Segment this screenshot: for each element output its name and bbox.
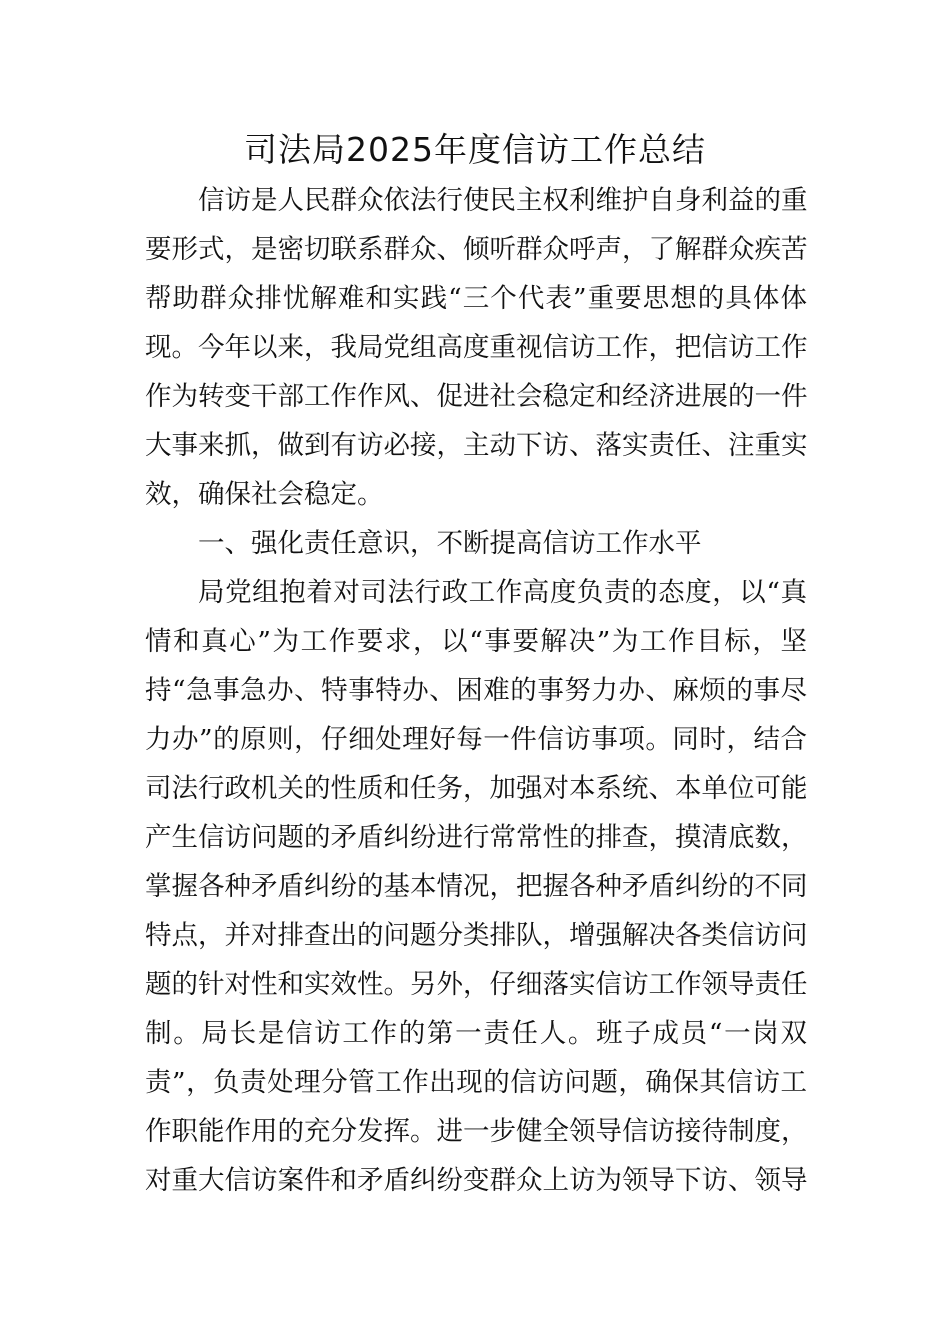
paragraph-3-line-3: 持“急事急办、特事特办、困难的事努力办、麻烦的事尽 xyxy=(145,675,807,706)
paragraph-3-line-8: 特点，并对排查出的问题分类排队，增强解决各类信访问 xyxy=(145,920,807,951)
paragraph-3-line-12: 作职能作用的充分发挥。进一步健全领导信访接待制度， xyxy=(145,1116,807,1147)
paragraph-3-line-6: 产生信访问题的矛盾纠纷进行常常性的排查，摸清底数， xyxy=(145,822,807,853)
paragraph-3-line-4: 力办”的原则，仔细处理好每一件信访事项。同时，结合 xyxy=(145,724,807,755)
paragraph-3-line-2: 情和真心”为工作要求，以“事要解决”为工作目标，坚 xyxy=(145,626,807,657)
paragraph-3-line-13: 对重大信访案件和矛盾纠纷变群众上访为领导下访、领导 xyxy=(145,1165,807,1196)
paragraph-3-line-1: 局党组抱着对司法行政工作高度负责的态度，以“真 xyxy=(198,577,807,608)
paragraph-1-line-4: 现。今年以来，我局党组高度重视信访工作，把信访工作 xyxy=(145,332,807,363)
paragraph-3-line-7: 掌握各种矛盾纠纷的基本情况，把握各种矛盾纠纷的不同 xyxy=(145,871,807,902)
paragraph-3-line-10: 制。局长是信访工作的第一责任人。班子成员“一岗双 xyxy=(145,1018,807,1049)
paragraph-3-line-11: 责”，负责处理分管工作出现的信访问题，确保其信访工 xyxy=(145,1067,807,1098)
paragraph-3-line-5: 司法行政机关的性质和任务，加强对本系统、本单位可能 xyxy=(145,773,807,804)
paragraph-3-line-9: 题的针对性和实效性。另外，仔细落实信访工作领导责任 xyxy=(145,969,807,1000)
document-body xyxy=(145,176,807,1205)
paragraph-1-line-7: 效，确保社会稳定。 xyxy=(145,479,384,510)
paragraph-1-line-5: 作为转变干部工作作风、促进社会稳定和经济进展的一件 xyxy=(145,381,807,412)
section-heading-1: 一、强化责任意识，不断提高信访工作水平 xyxy=(198,528,702,559)
paragraph-1-line-6: 大事来抓，做到有访必接，主动下访、落实责任、注重实 xyxy=(145,430,807,461)
paragraph-1-line-1: 信访是人民群众依法行使民主权利维护自身利益的重 xyxy=(198,185,807,216)
paragraph-1-line-3: 帮助群众排忧解难和实践“三个代表”重要思想的具体体 xyxy=(145,283,807,314)
paragraph-1-line-2: 要形式，是密切联系群众、倾听群众呼声，了解群众疾苦 xyxy=(145,234,807,265)
document-title: 司法局2025年度信访工作总结 xyxy=(244,130,706,169)
